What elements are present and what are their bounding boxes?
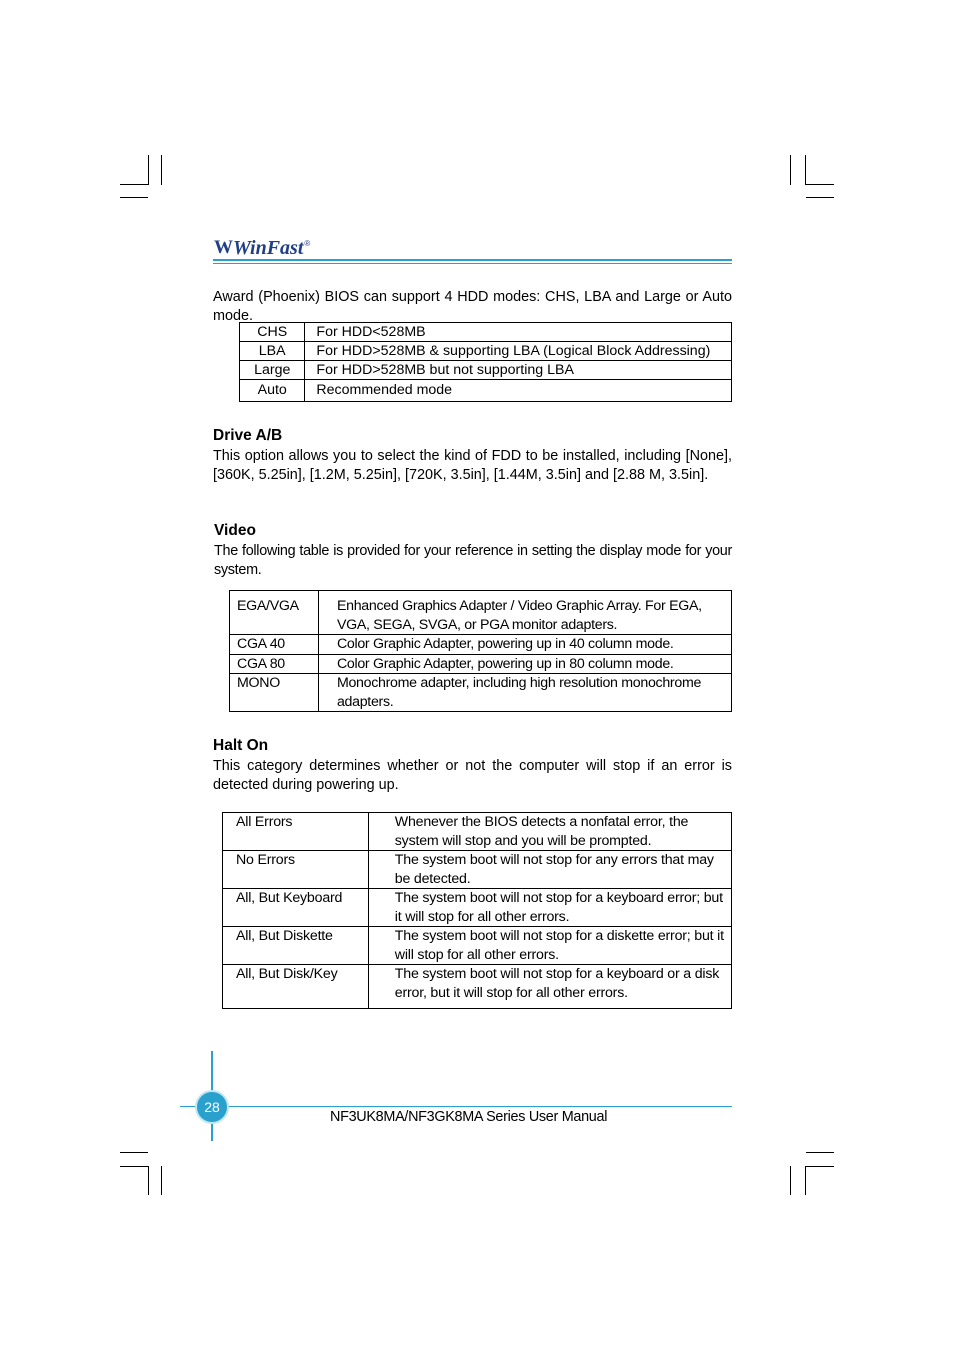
video-desc-cell: Monochrome adapter, including high resolution monochrome adapters. — [318, 674, 731, 712]
hdd-mode-cell: Auto — [240, 380, 305, 402]
logo-mark: W — [214, 237, 230, 258]
section-heading-video: Video — [214, 522, 256, 539]
intro-paragraph: Award (Phoenix) BIOS can support 4 HDD modes: CHS, LBA and Large or Auto mode. — [213, 289, 732, 324]
halt-option-cell: All, But Disk/Key — [223, 965, 369, 1009]
video-desc-cell: Color Graphic Adapter, powering up in 80 column mode. — [318, 654, 731, 674]
hdd-desc-cell: For HDD<528MB — [305, 323, 732, 342]
halt-desc-cell: The system boot will not stop for a keyboard error; but it will stop for all other errors. — [368, 889, 731, 927]
crop-mark — [806, 197, 834, 198]
video-modes-table — [229, 590, 732, 712]
video-paragraph: The following table is provided for your reference in setting the display mode for your system. — [214, 543, 732, 578]
table-row — [223, 889, 732, 927]
hdd-desc-cell: For HDD>528MB & supporting LBA (Logical Block Addressing) — [305, 342, 732, 361]
halt-option-cell: All, But Keyboard — [223, 889, 369, 927]
hdd-mode-cell: Large — [240, 361, 305, 380]
halt-option-cell: All Errors — [223, 813, 369, 851]
section-heading-drive-ab: Drive A/B — [213, 427, 283, 444]
crop-mark — [148, 1166, 149, 1195]
crop-mark — [161, 1166, 162, 1195]
hdd-mode-cell: CHS — [240, 323, 305, 342]
hdd-desc-cell: Recommended mode — [305, 380, 732, 402]
crop-mark — [120, 1166, 148, 1167]
table-row — [240, 342, 732, 361]
table-row — [230, 591, 732, 635]
halt-on-paragraph: This category determines whether or not the computer will stop if an error is detected during powering up. — [213, 758, 732, 793]
hdd-modes-table — [239, 322, 732, 402]
halt-option-cell: No Errors — [223, 851, 369, 889]
crop-mark — [805, 1166, 806, 1195]
halt-desc-cell: The system boot will not stop for any errors that may be detected. — [368, 851, 731, 889]
video-desc-cell: Enhanced Graphics Adapter / Video Graphic Array. For EGA, VGA, SEGA, SVGA, or PGA monitor adapters. — [318, 591, 731, 635]
header-rule — [213, 263, 732, 264]
video-mode-cell: CGA 40 — [230, 635, 319, 655]
drive-ab-paragraph: This option allows you to select the kind of FDD to be installed, including [None], [360K, 5.25in], [1.2M, 5.25in], [720K, 3.5in], [1.44M, 3.5in] and [2.88 M, 3.5in]. — [213, 448, 732, 483]
video-desc-cell: Color Graphic Adapter, powering up in 40 column mode. — [318, 635, 731, 655]
halt-desc-cell: Whenever the BIOS detects a nonfatal error, the system will stop and you will be prompted. — [368, 813, 731, 851]
crop-mark — [120, 1152, 148, 1153]
table-row — [240, 361, 732, 380]
manual-title: NF3UK8MA/NF3GK8MA Series User Manual — [330, 1109, 608, 1125]
table-row — [230, 635, 732, 655]
crop-mark — [790, 155, 791, 185]
section-heading-halt-on: Halt On — [213, 737, 269, 754]
crop-mark — [120, 197, 148, 198]
table-row — [223, 851, 732, 889]
table-row — [230, 654, 732, 674]
halt-desc-cell: The system boot will not stop for a diskette error; but it will stop for all other errors. — [368, 927, 731, 965]
video-mode-cell: EGA/VGA — [230, 591, 319, 635]
table-row — [230, 674, 732, 712]
crop-mark — [806, 184, 834, 185]
table-row — [240, 323, 732, 342]
crop-mark — [161, 155, 162, 185]
halt-on-table — [222, 812, 732, 1009]
crop-mark — [806, 1166, 834, 1167]
footer-horizontal-rule — [180, 1106, 732, 1107]
logo-registered: ® — [304, 238, 311, 248]
crop-mark — [790, 1166, 791, 1195]
crop-mark — [120, 184, 148, 185]
winfast-logo — [214, 236, 310, 260]
hdd-desc-cell: For HDD>528MB but not supporting LBA — [305, 361, 732, 380]
video-mode-cell: CGA 80 — [230, 654, 319, 674]
halt-desc-cell: The system boot will not stop for a keyboard or a disk error, but it will stop for all other errors. — [368, 965, 731, 1009]
crop-mark — [148, 155, 149, 185]
table-row — [223, 965, 732, 1009]
logo-text: WinFast — [233, 236, 304, 259]
page-number-badge: 28 — [197, 1092, 227, 1122]
table-row — [240, 380, 732, 402]
halt-option-cell: All, But Diskette — [223, 927, 369, 965]
crop-mark — [805, 155, 806, 185]
header-rule — [213, 259, 732, 261]
hdd-mode-cell: LBA — [240, 342, 305, 361]
table-row — [223, 813, 732, 851]
table-row — [223, 927, 732, 965]
crop-mark — [806, 1152, 834, 1153]
video-mode-cell: MONO — [230, 674, 319, 712]
